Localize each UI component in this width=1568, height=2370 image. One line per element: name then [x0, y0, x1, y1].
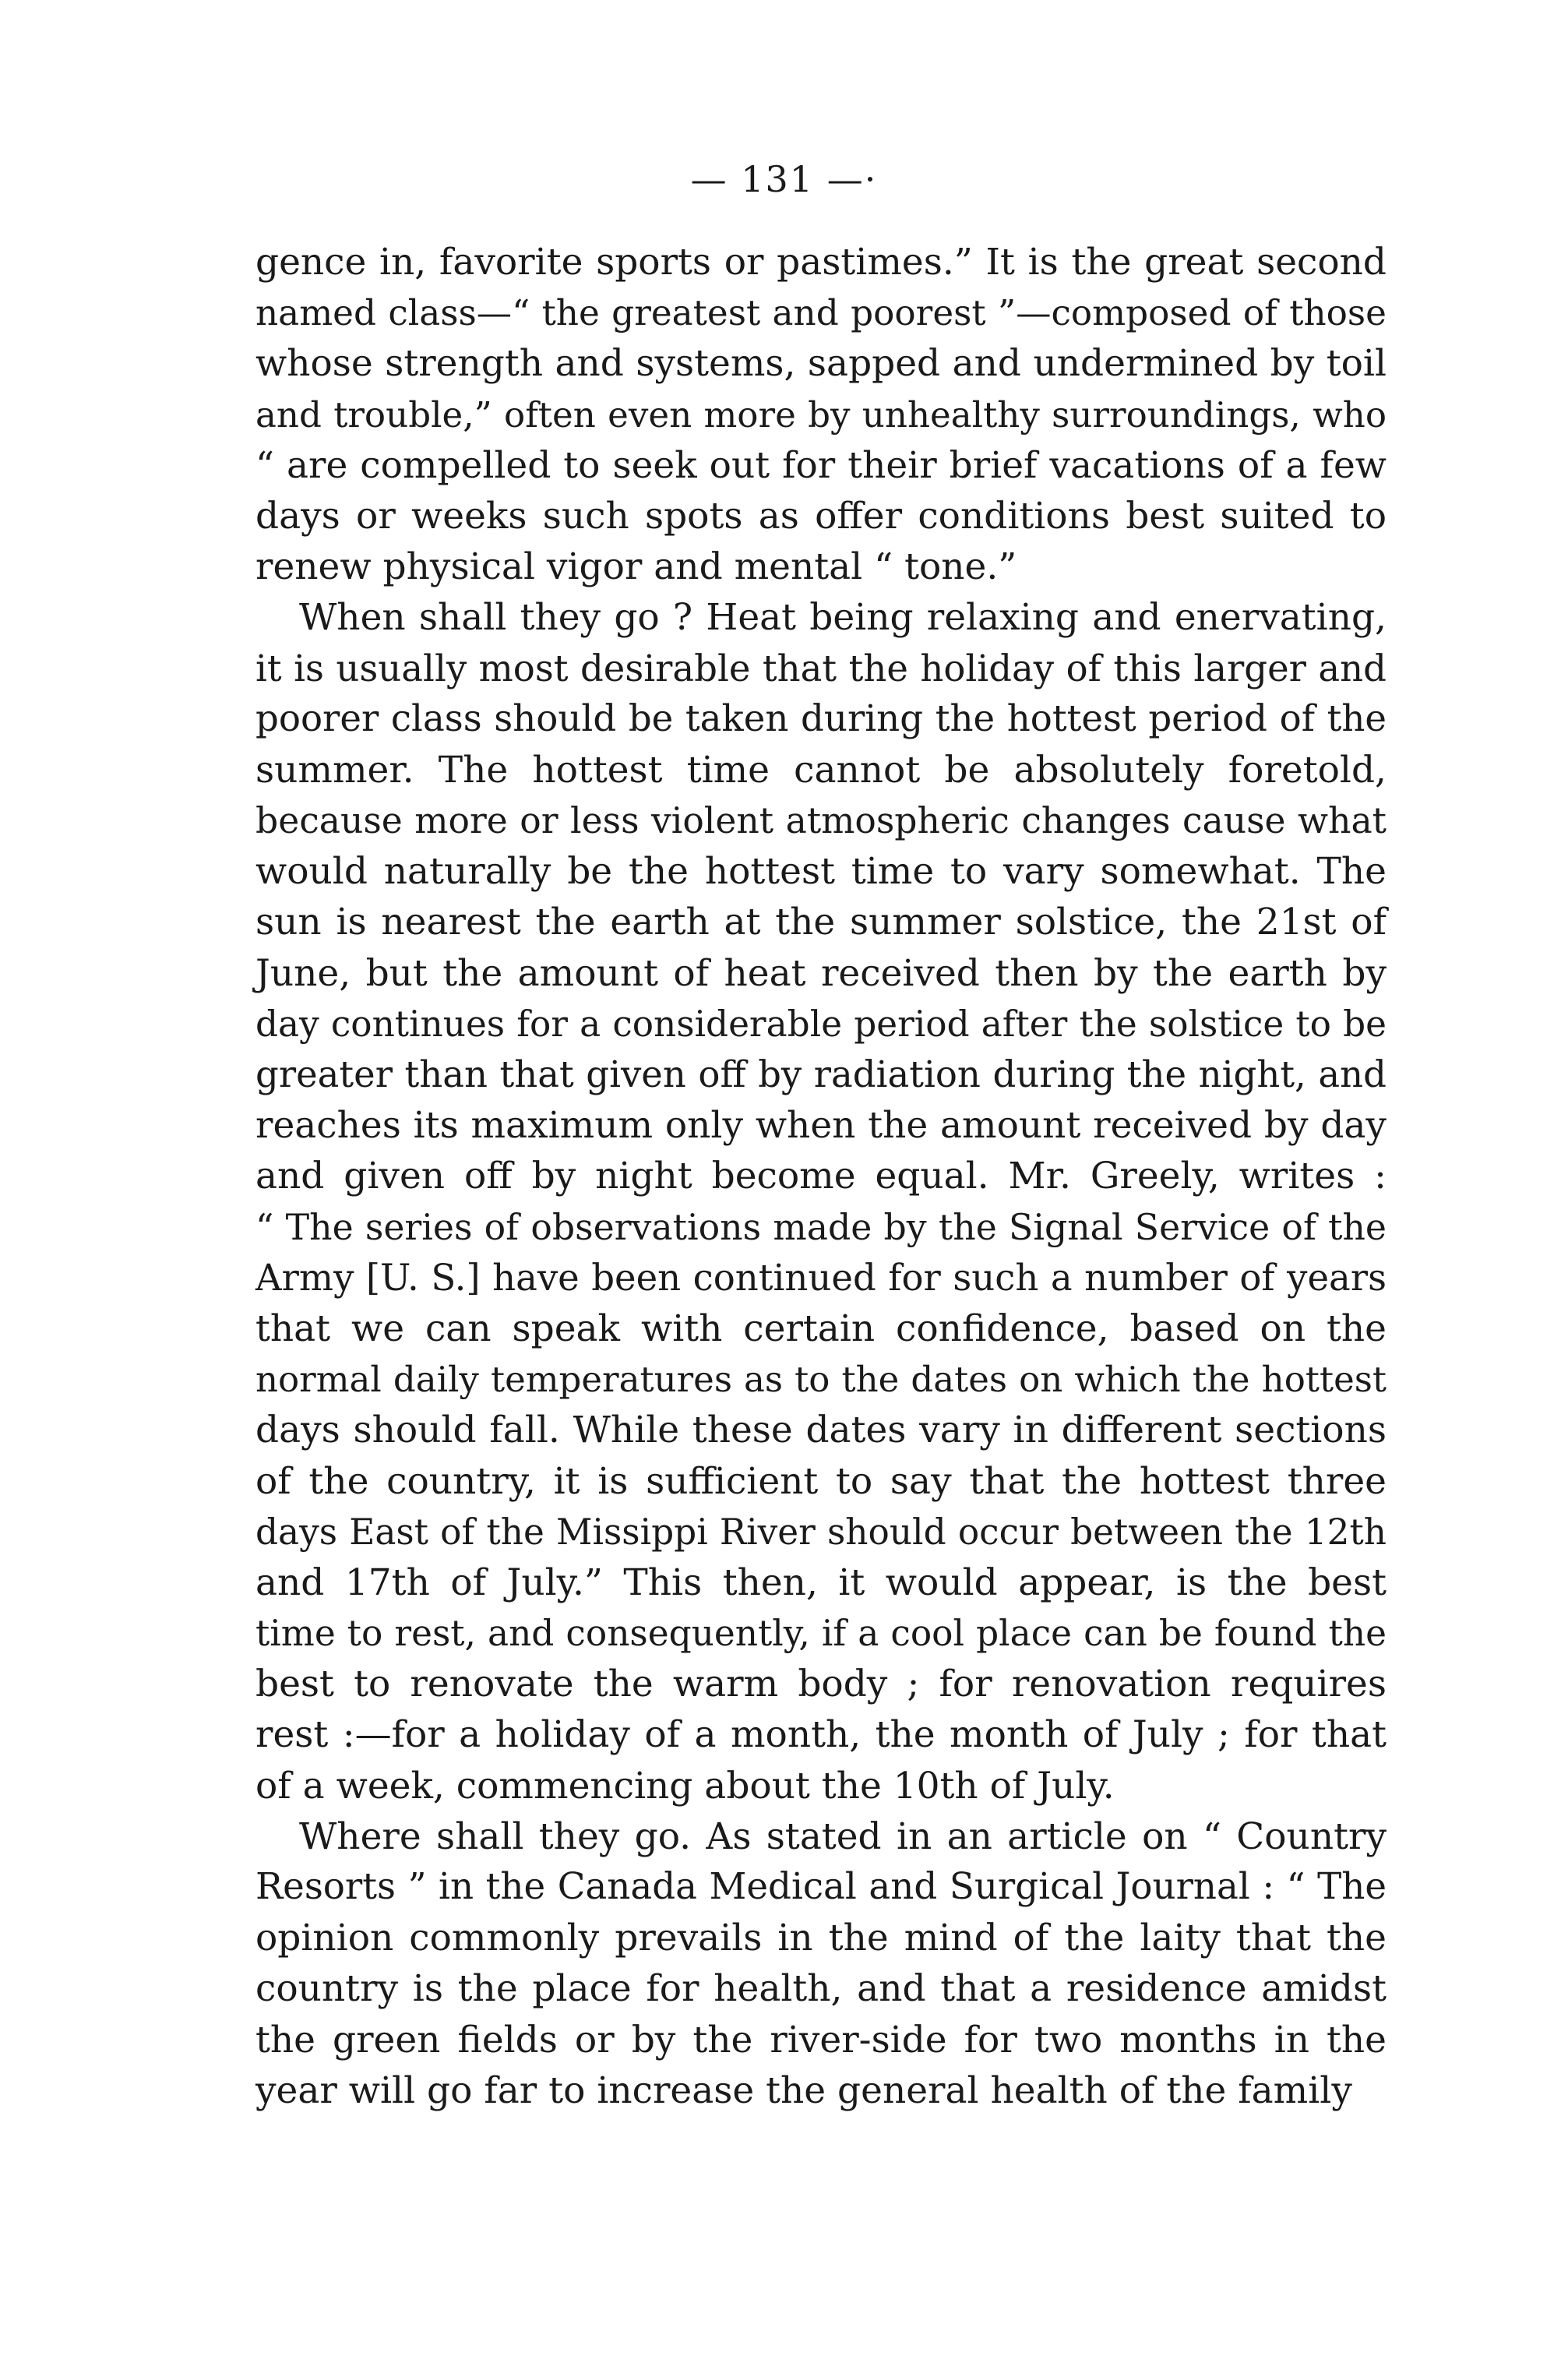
text-line: country is the place for health, and that a residence amidst [255, 1967, 1387, 2011]
text-line: and 17th of July.” This then, it would appear, is the best [255, 1561, 1387, 1604]
text-line: rest :—for a holiday of a month, the month of July ; for that [255, 1713, 1387, 1757]
text-line: because more or less violent atmospheric changes cause what [255, 800, 1387, 842]
text-line: named class—“ the greatest and poorest ”—composed of those [255, 292, 1387, 334]
text-line: summer. The hottest time cannot be absolutely foretold, [255, 748, 1387, 792]
text-line: would naturally be the hottest time to vary somewhat. The [255, 850, 1387, 894]
text-line: that we can speak with certain confidence, based on the [255, 1307, 1387, 1350]
paragraph [255, 1811, 1387, 2116]
text-line: opinion commonly prevails in the mind of the laity that the [255, 1917, 1387, 1960]
body-text [255, 237, 1387, 2116]
text-line: Army [U. S.] have been continued for such a number of years [255, 1256, 1387, 1299]
text-line: June, but the amount of heat received then by the earth by [255, 951, 1387, 995]
text-line: normal daily temperatures as to the dates on which the hottest [255, 1359, 1387, 1401]
text-line: it is usually most desirable that the holiday of this larger and [255, 647, 1387, 689]
text-line: “ are compelled to seek out for their brief vacations of a few [255, 443, 1387, 487]
text-line: and trouble,” often even more by unhealthy surroundings, who [255, 393, 1387, 436]
text-line: days should fall. While these dates vary in different sections [255, 1409, 1387, 1452]
text-line: whose strength and systems, sapped and undermined by toil [255, 342, 1387, 386]
text-line: renew physical vigor and mental “ tone.” [255, 545, 1017, 589]
text-line: Where shall they go. As stated in an article on “ Country [299, 1815, 1387, 1858]
text-line: day continues for a considerable period after the solstice to be [255, 1003, 1387, 1045]
text-line: of the country, it is sufficient to say that the hottest three [255, 1459, 1387, 1503]
text-line: “ The series of observations made by the Signal Service of the [255, 1206, 1387, 1248]
text-line: When shall they go ? Heat being relaxing and enervating, [299, 596, 1387, 640]
text-line: sun is nearest the earth at the summer solstice, the 21st of [255, 901, 1387, 944]
text-line: of a week, commencing about the 10th of July. [255, 1764, 1115, 1807]
paragraph [255, 592, 1387, 1811]
text-line: best to renovate the warm body ; for renovation requires [255, 1663, 1387, 1706]
text-line: the green fields or by the river-side for two months in the [255, 2018, 1387, 2061]
text-line: days or weeks such spots as offer conditions best suited to [255, 494, 1387, 538]
text-line: days East of the Missippi River should occur between the 12th [255, 1511, 1387, 1553]
paragraph [255, 237, 1387, 592]
text-line: poorer class should be taken during the hottest period of the [255, 697, 1387, 740]
text-line: and given off by night become equal. Mr. Greely, writes : [255, 1155, 1387, 1198]
text-line: greater than that given off by radiation during the night, and [255, 1053, 1387, 1095]
text-line: time to rest, and consequently, if a cool place can be found the [255, 1613, 1387, 1655]
page-number: — 131 —· [690, 158, 878, 200]
text-line: Resorts ” in the Canada Medical and Surgical Journal : “ The [255, 1866, 1387, 1908]
text-line: year will go far to increase the general health of the family [255, 2068, 1352, 2112]
text-line: reaches its maximum only when the amount received by day [255, 1104, 1387, 1148]
text-line: gence in, favorite sports or pastimes.” It is the great second [255, 241, 1387, 284]
